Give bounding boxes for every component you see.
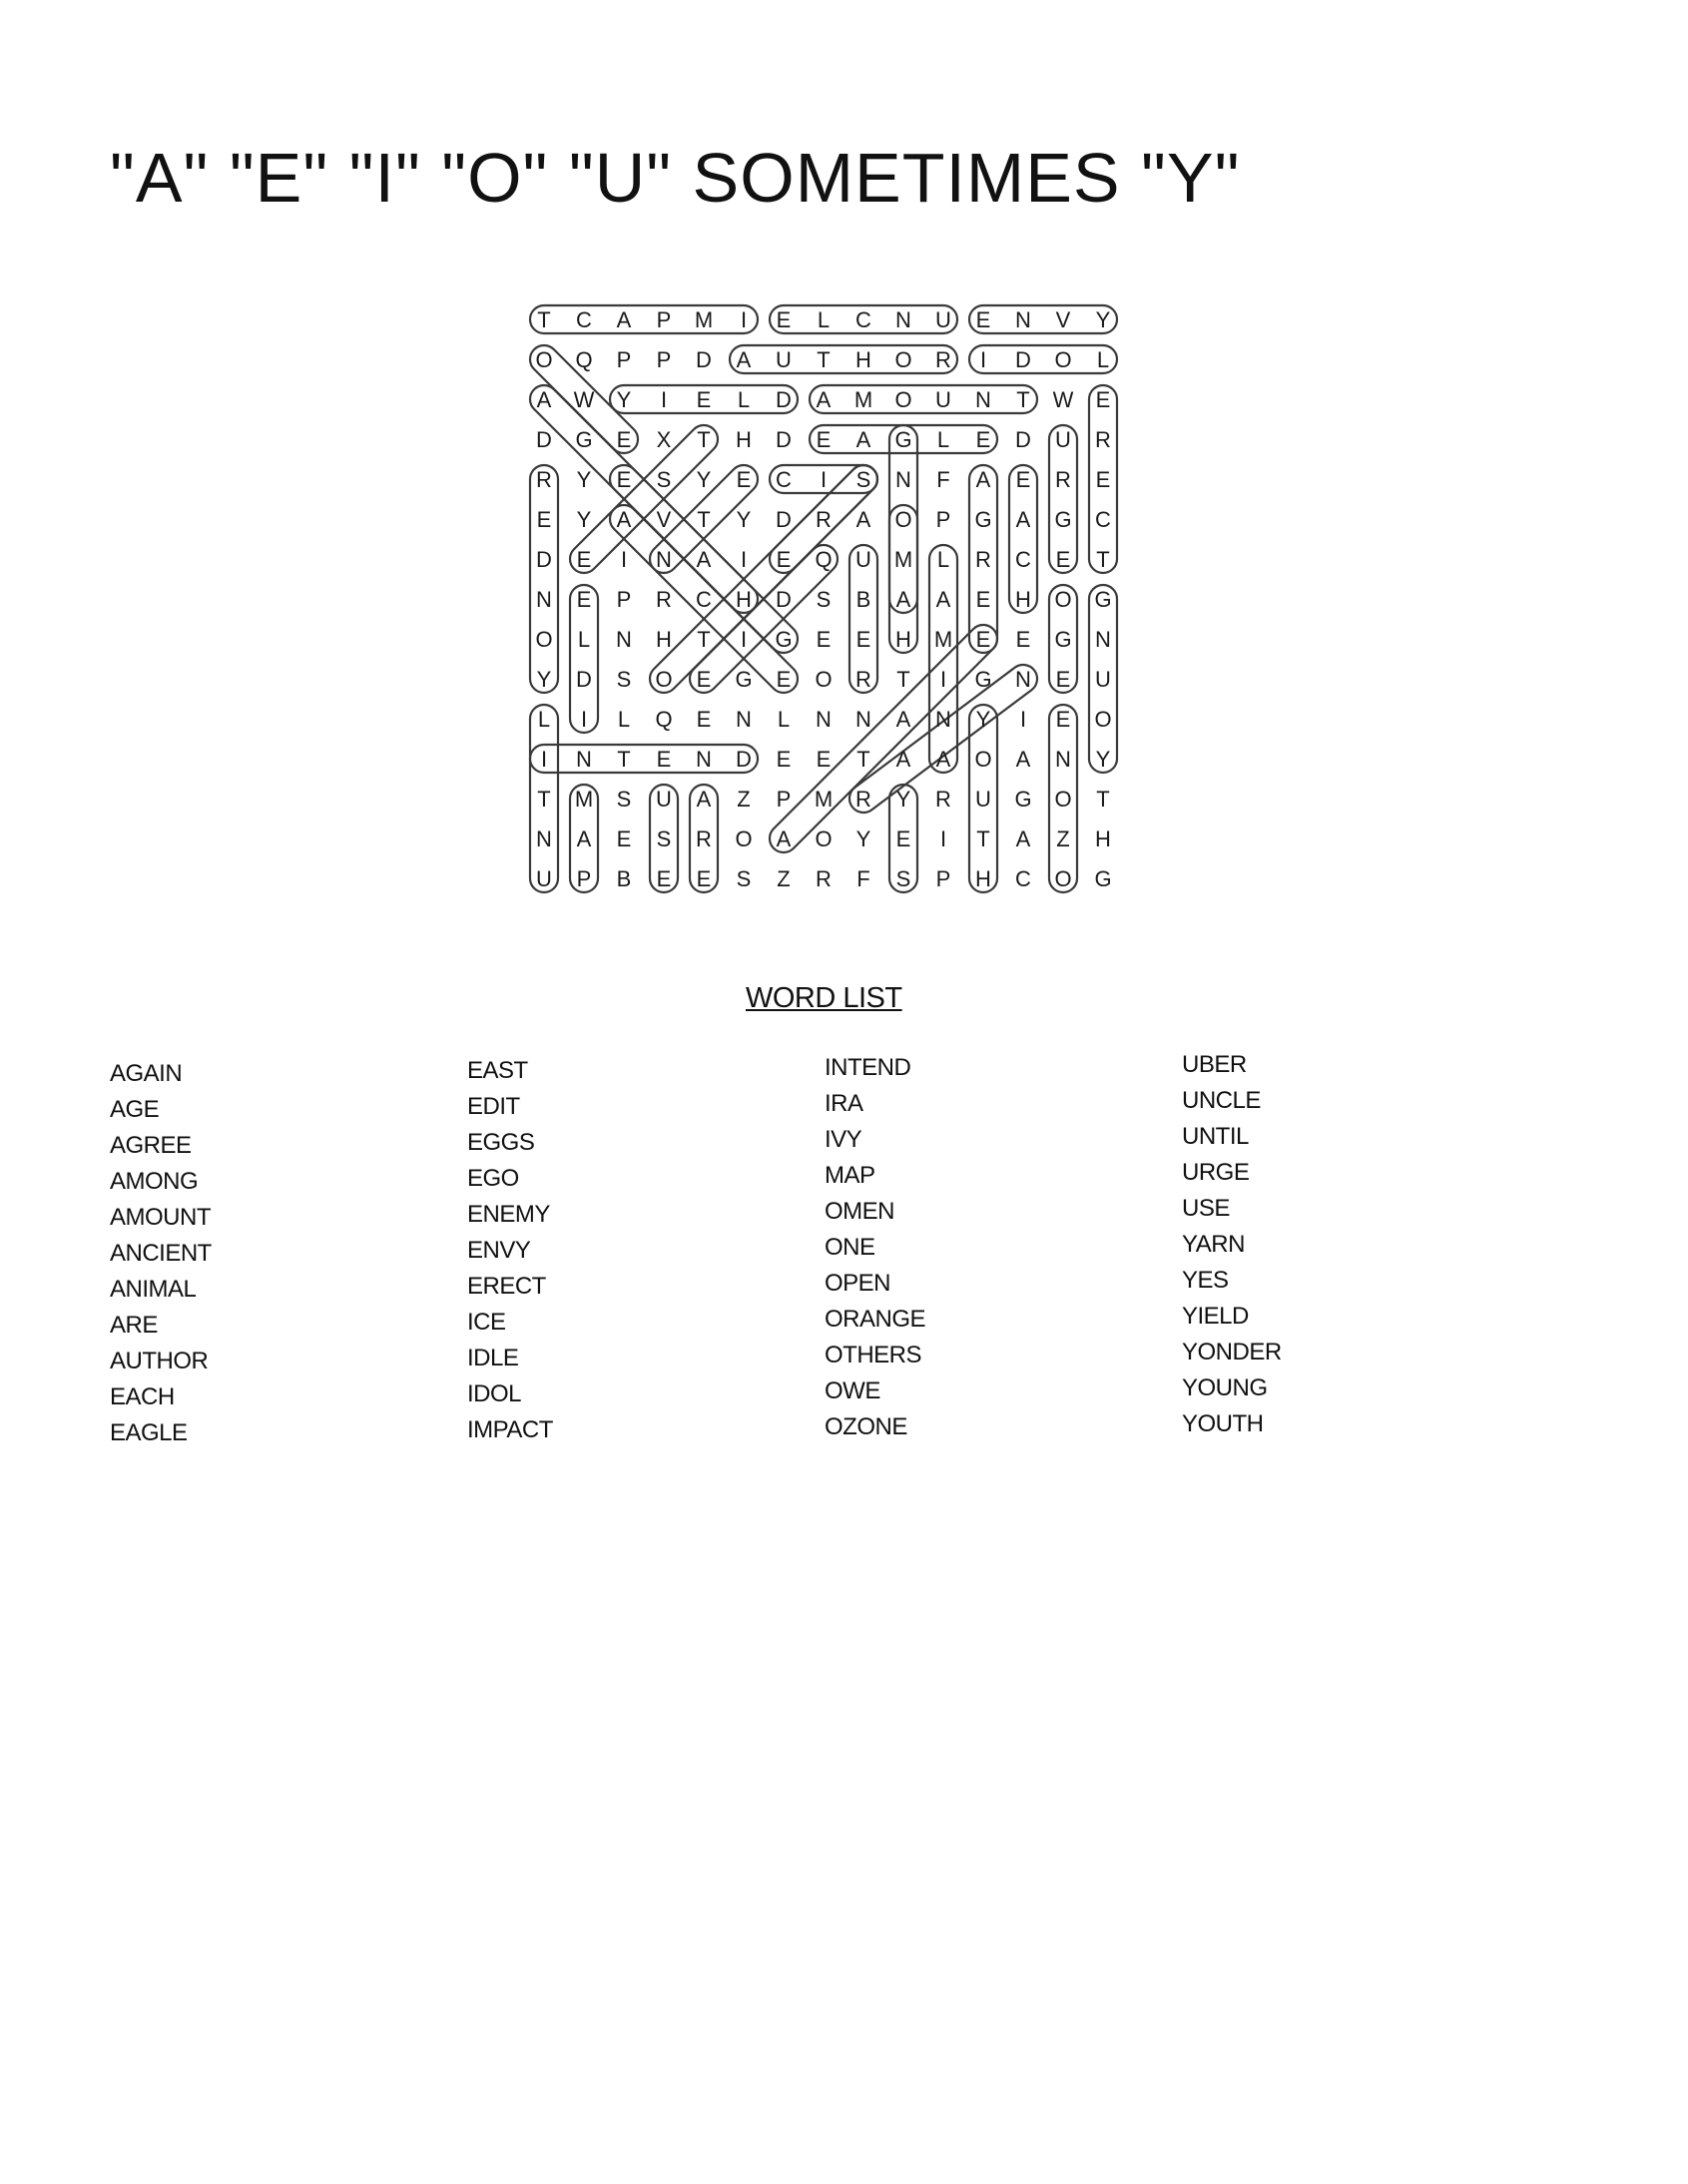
grid-letter: R [696, 826, 712, 851]
grid-letter: N [816, 707, 832, 732]
grid-letter: X [656, 427, 672, 452]
grid-letter: P [616, 587, 632, 612]
grid-letter: Z [777, 866, 791, 891]
grid-letter: N [1015, 307, 1031, 332]
grid-letter: U [935, 307, 951, 332]
word-list-item: MAP [825, 1162, 875, 1189]
grid-letter: L [617, 707, 631, 732]
grid-letter: U [536, 866, 552, 891]
grid-letter: G [894, 427, 912, 452]
word-list-item: EAST [467, 1057, 528, 1084]
grid-letter: I [660, 387, 668, 412]
grid-letter: N [696, 747, 712, 772]
grid-letter: Q [815, 547, 833, 572]
grid-letter: B [616, 866, 632, 891]
grid-letter: M [893, 547, 913, 572]
grid-letter: U [1055, 427, 1071, 452]
word-list-column-4 [1182, 1047, 1282, 1442]
grid-letter: A [736, 347, 752, 372]
word-list-column-1 [110, 1056, 212, 1451]
grid-letter: A [935, 587, 951, 612]
grid-letter: T [896, 667, 910, 692]
grid-letter: Y [736, 507, 752, 532]
grid-letter: A [1015, 747, 1031, 772]
grid-letter: L [737, 387, 751, 412]
grid-letter: D [696, 347, 712, 372]
word-list-column-3 [825, 1050, 925, 1445]
grid-letter: D [576, 667, 592, 692]
grid-letter: A [576, 826, 592, 851]
grid-letter: T [537, 307, 551, 332]
grid-letter: O [974, 747, 992, 772]
grid-letter: H [895, 627, 911, 652]
grid-letter: U [855, 547, 871, 572]
grid-letter: S [616, 667, 632, 692]
grid-letter: O [815, 826, 833, 851]
grid-letter: Y [895, 787, 911, 812]
grid-letter: E [816, 627, 832, 652]
grid-letter: A [895, 587, 911, 612]
word-list-item: ARE [110, 1312, 158, 1339]
grid-letter: R [855, 787, 871, 812]
grid-letter: W [1052, 387, 1074, 412]
grid-letter: I [580, 707, 588, 732]
grid-letter: U [656, 787, 672, 812]
grid-letter: E [536, 507, 552, 532]
grid-letter: Z [737, 787, 751, 812]
grid-letter: G [974, 507, 992, 532]
grid-letter: D [776, 587, 792, 612]
grid-letter: R [975, 547, 991, 572]
word-list-item: AGE [110, 1096, 160, 1123]
grid-letter: A [855, 507, 871, 532]
grid-letter: E [616, 826, 632, 851]
found-word-circle [730, 345, 957, 373]
grid-letter: N [895, 307, 911, 332]
grid-letter: Y [1095, 747, 1111, 772]
grid-letter: E [656, 866, 672, 891]
grid-letter: A [616, 307, 632, 332]
grid-letter: P [616, 347, 632, 372]
grid-letter: E [576, 547, 592, 572]
word-list-item: YONDER [1182, 1339, 1282, 1365]
word-list-item: ORANGE [825, 1306, 926, 1333]
grid-letter: O [815, 667, 833, 692]
grid-letter: V [656, 507, 672, 532]
grid-letter: R [536, 467, 552, 492]
grid-letter: S [895, 866, 911, 891]
grid-letter: N [895, 467, 911, 492]
word-list-item: AUTHOR [110, 1348, 209, 1374]
grid-letter: A [1015, 826, 1031, 851]
grid-letter: E [656, 747, 672, 772]
grid-letter: H [975, 866, 991, 891]
grid-letter: T [817, 347, 831, 372]
grid-letter: D [536, 547, 552, 572]
grid-letter: E [1015, 627, 1031, 652]
grid-letter: O [535, 347, 553, 372]
grid-letter: O [1054, 347, 1072, 372]
word-list-item: EGO [467, 1165, 519, 1192]
found-word-circle [810, 385, 1037, 413]
grid-letter: Y [536, 667, 552, 692]
grid-letter: T [1096, 787, 1110, 812]
grid-letter: E [975, 627, 991, 652]
grid-letter: U [975, 787, 991, 812]
grid-letter: H [1015, 587, 1031, 612]
grid-letter: A [975, 467, 991, 492]
grid-letter: I [740, 307, 748, 332]
grid-letter: P [935, 507, 951, 532]
grid-letter: H [855, 347, 871, 372]
word-list-item: USE [1182, 1195, 1230, 1222]
found-word-circle [530, 465, 558, 693]
found-word-circle [530, 305, 758, 333]
grid-letter: G [1054, 507, 1072, 532]
grid-letter: O [1054, 787, 1072, 812]
word-list-item: AGREE [110, 1132, 192, 1159]
word-list-item: ERECT [467, 1273, 546, 1300]
grid-letter: O [655, 667, 673, 692]
grid-letter: I [1019, 707, 1027, 732]
word-list-item: ICE [467, 1309, 506, 1336]
grid-letter: M [694, 307, 714, 332]
grid-letter: M [853, 387, 873, 412]
grid-letter: R [935, 347, 951, 372]
word-list-item: YARN [1182, 1231, 1245, 1258]
grid-letter: M [933, 627, 953, 652]
grid-letter: T [697, 627, 711, 652]
word-list-item: OPEN [825, 1270, 891, 1297]
grid-letter: O [1054, 866, 1072, 891]
grid-letter: H [736, 427, 752, 452]
grid-letter: E [776, 307, 792, 332]
grid-letter: Y [975, 707, 991, 732]
grid-letter: A [776, 826, 792, 851]
grid-letter: U [935, 387, 951, 412]
grid-letter: T [537, 787, 551, 812]
word-list-item: OMEN [825, 1198, 894, 1225]
grid-letter: D [536, 427, 552, 452]
grid-letter: A [816, 387, 832, 412]
word-list-column-2 [467, 1053, 553, 1448]
grid-letter: G [1094, 587, 1112, 612]
word-list-item: YOUNG [1182, 1374, 1268, 1401]
grid-letter: G [974, 667, 992, 692]
grid-letter: I [939, 826, 947, 851]
grid-letter: N [536, 587, 552, 612]
grid-letter: E [576, 587, 592, 612]
grid-letter: T [697, 507, 711, 532]
word-list-item: ENVY [467, 1237, 531, 1264]
word-list-item: IRA [825, 1090, 863, 1117]
grid-letter: C [1095, 507, 1111, 532]
grid-letter: P [656, 307, 672, 332]
puzzle-title: "A" "E" "I" "O" "U" SOMETIMES "Y" [110, 139, 1241, 217]
grid-letter: C [576, 307, 592, 332]
grid-letter: A [1015, 507, 1031, 532]
word-list-item: YOUTH [1182, 1410, 1264, 1437]
word-list-item: YIELD [1182, 1303, 1249, 1330]
grid-letter: E [895, 826, 911, 851]
grid-letter: C [1015, 866, 1031, 891]
grid-letter: V [1055, 307, 1071, 332]
grid-letter: G [735, 667, 753, 692]
grid-letter: R [935, 787, 951, 812]
grid-letter: O [894, 347, 912, 372]
grid-letter: P [935, 866, 951, 891]
grid-letter: S [656, 826, 672, 851]
word-list-item: ANCIENT [110, 1240, 212, 1267]
grid-letter: A [855, 427, 871, 452]
grid-letter: E [696, 707, 712, 732]
grid-letter: N [1055, 747, 1071, 772]
word-list-item: EGGS [467, 1129, 535, 1156]
grid-letter: Y [1095, 307, 1111, 332]
grid-letter: T [617, 747, 631, 772]
grid-letter: M [574, 787, 594, 812]
grid-letter: O [894, 507, 912, 532]
grid-letters [535, 307, 1111, 891]
grid-letter: T [856, 747, 870, 772]
grid-letter: I [820, 467, 828, 492]
grid-letter: H [656, 627, 672, 652]
grid-letter: T [1096, 547, 1110, 572]
grid-letter: D [776, 427, 792, 452]
grid-letter: S [616, 787, 632, 812]
word-list-item: IDOL [467, 1380, 522, 1407]
grid-letter: A [536, 387, 552, 412]
grid-letter: Q [575, 347, 593, 372]
grid-letter: C [776, 467, 792, 492]
grid-letter: G [775, 627, 793, 652]
grid-letter: O [535, 627, 553, 652]
grid-letter: R [656, 587, 672, 612]
word-list-item: AMOUNT [110, 1204, 211, 1231]
grid-letter: F [856, 866, 870, 891]
grid-letter: N [1095, 627, 1111, 652]
word-list-item: OZONE [825, 1413, 907, 1440]
grid-letter: T [1016, 387, 1030, 412]
grid-letter: G [1054, 627, 1072, 652]
grid-letter: E [1055, 667, 1071, 692]
grid-letter: N [616, 627, 632, 652]
found-word-circle [969, 345, 1117, 373]
grid-letter: A [935, 747, 951, 772]
grid-letter: E [1095, 387, 1111, 412]
grid-letter: L [777, 707, 791, 732]
word-list-item: ONE [825, 1234, 875, 1261]
grid-letter: O [735, 826, 753, 851]
word-list-item: UBER [1182, 1051, 1247, 1078]
grid-letter: T [697, 427, 711, 452]
grid-letter: I [939, 667, 947, 692]
grid-letter: L [936, 427, 950, 452]
grid-letter: E [776, 747, 792, 772]
word-list-item: OWE [825, 1377, 880, 1404]
grid-letter: S [855, 467, 871, 492]
grid-letter: L [936, 547, 950, 572]
grid-letter: A [696, 547, 712, 572]
grid-letter: G [1014, 787, 1032, 812]
grid-letter: E [776, 547, 792, 572]
grid-letter: C [1015, 547, 1031, 572]
grid-letter: G [575, 427, 593, 452]
grid-letter: E [1055, 547, 1071, 572]
grid-letter: N [855, 707, 871, 732]
word-list-item: UNCLE [1182, 1087, 1261, 1114]
grid-letter: D [1015, 347, 1031, 372]
grid-letter: I [540, 747, 548, 772]
grid-letter: I [979, 347, 987, 372]
grid-letter: U [1095, 667, 1111, 692]
word-list-item: UNTIL [1182, 1123, 1249, 1150]
grid-letter: Y [696, 467, 712, 492]
grid-letter: H [1095, 826, 1111, 851]
word-list-item: AGAIN [110, 1060, 183, 1087]
grid-letter: R [1055, 467, 1071, 492]
grid-letter: Y [855, 826, 871, 851]
grid-letter: S [816, 587, 832, 612]
grid-letter: F [936, 467, 950, 492]
grid-letter: E [616, 427, 632, 452]
grid-letter: E [975, 307, 991, 332]
grid-letter: Z [1056, 826, 1070, 851]
grid-letter: C [696, 587, 712, 612]
grid-letter: E [1015, 467, 1031, 492]
grid-letter: A [895, 707, 911, 732]
grid-letter: E [1095, 467, 1111, 492]
grid-letter: E [736, 467, 752, 492]
word-list-item: INTEND [825, 1054, 911, 1081]
grid-letter: D [776, 387, 792, 412]
word-list-item: URGE [1182, 1159, 1250, 1186]
grid-letter: E [696, 667, 712, 692]
grid-letter: L [1096, 347, 1110, 372]
grid-letter: E [975, 587, 991, 612]
grid-letter: E [696, 866, 712, 891]
word-list-item: AMONG [110, 1168, 199, 1195]
grid-letter: A [895, 747, 911, 772]
grid-letter: E [816, 747, 832, 772]
grid-letter: M [814, 787, 834, 812]
grid-letter: A [696, 787, 712, 812]
grid-letter: E [1055, 707, 1071, 732]
grid-letter: N [536, 826, 552, 851]
word-list-item: IMPACT [467, 1416, 553, 1443]
found-word-circle [644, 459, 883, 699]
grid-letter: N [975, 387, 991, 412]
grid-letter: Q [655, 707, 673, 732]
grid-letter: P [576, 866, 592, 891]
grid-letter: I [740, 547, 748, 572]
word-list-item: YES [1182, 1267, 1229, 1294]
grid-letter: D [736, 747, 752, 772]
grid-letter: O [1094, 707, 1112, 732]
grid-letter: P [656, 347, 672, 372]
grid-letter: S [736, 866, 752, 891]
grid-letter: R [855, 667, 871, 692]
grid-letter: H [736, 587, 752, 612]
grid-letter: D [776, 507, 792, 532]
grid-letter: I [740, 627, 748, 652]
word-list-item: EDIT [467, 1093, 520, 1120]
grid-letter: A [616, 507, 632, 532]
word-list-item: ANIMAL [110, 1276, 197, 1303]
grid-letter: L [577, 627, 591, 652]
grid-letter: O [1054, 587, 1072, 612]
grid-letter: R [816, 507, 832, 532]
found-word-circle [530, 745, 758, 773]
grid-letter: Y [576, 467, 592, 492]
grid-letter: S [656, 467, 672, 492]
grid-letter: W [573, 387, 595, 412]
grid-letter: Y [616, 387, 632, 412]
grid-letter: E [975, 427, 991, 452]
grid-letter: E [816, 427, 832, 452]
grid-letter: E [776, 667, 792, 692]
grid-letter: R [1095, 427, 1111, 452]
grid-letter: L [537, 707, 551, 732]
grid-letter: G [1094, 866, 1112, 891]
word-list-item: EACH [110, 1383, 175, 1410]
word-list-item: OTHERS [825, 1342, 922, 1368]
word-list-heading: WORD LIST [746, 982, 902, 1014]
word-list-item: IDLE [467, 1345, 519, 1371]
grid-letter: E [616, 467, 632, 492]
grid-letter: B [855, 587, 871, 612]
grid-letter: C [855, 307, 871, 332]
grid-letter: N [656, 547, 672, 572]
grid-letter: N [935, 707, 951, 732]
grid-letter: I [620, 547, 628, 572]
word-list-item: IVY [825, 1126, 862, 1153]
grid-letter: N [1015, 667, 1031, 692]
word-list-item: ENEMY [467, 1201, 550, 1228]
grid-letter: Y [576, 507, 592, 532]
grid-letter: P [776, 787, 792, 812]
grid-letter: O [894, 387, 912, 412]
grid-letter: U [776, 347, 792, 372]
grid-letter: N [736, 707, 752, 732]
word-list-item: EAGLE [110, 1419, 188, 1446]
grid-letter: R [816, 866, 832, 891]
grid-letter: E [855, 627, 871, 652]
grid-letter: T [976, 826, 990, 851]
grid-letter: E [696, 387, 712, 412]
grid-letter: N [576, 747, 592, 772]
grid-letter: D [1015, 427, 1031, 452]
grid-letter: L [817, 307, 831, 332]
